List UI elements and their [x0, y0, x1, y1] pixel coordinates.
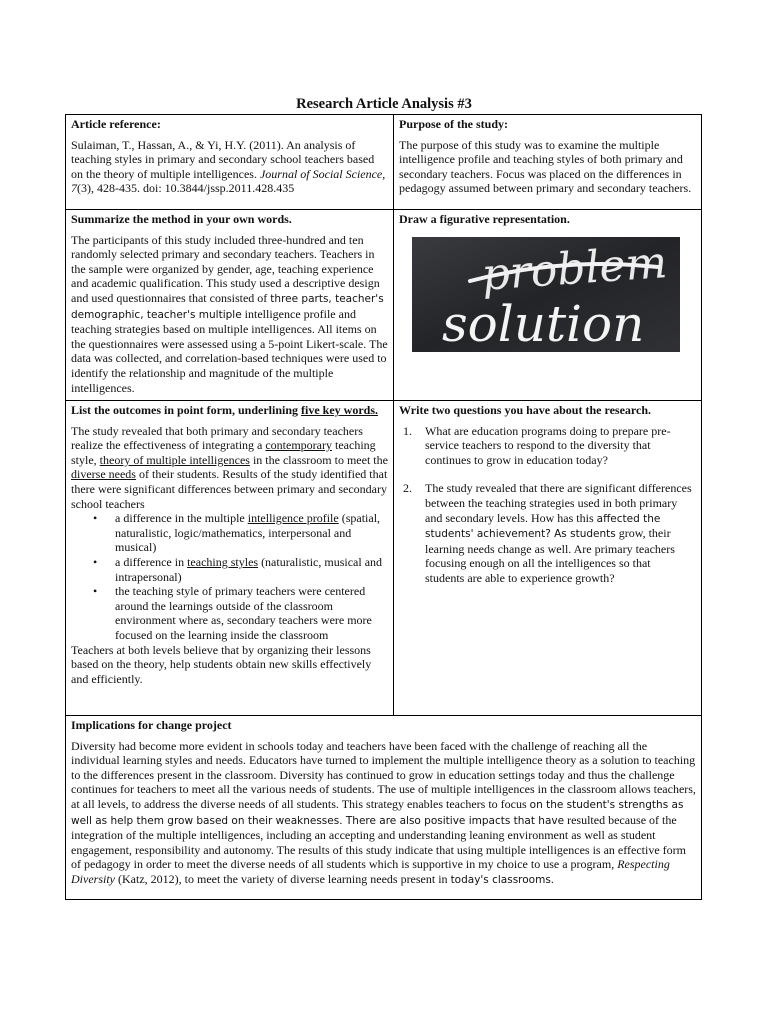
questions-heading: Write two questions you have about the research. — [399, 403, 651, 417]
bullet-text: a difference in — [115, 554, 185, 569]
program-name: Respecting Diversity — [71, 857, 670, 886]
crossed-word: problem — [479, 237, 669, 301]
implications-text-part: (Katz, 2012), to meet the variety of diverse learning needs present in — [118, 871, 448, 886]
analysis-table — [65, 114, 702, 900]
list-item — [115, 584, 388, 642]
outcomes-cell — [66, 401, 393, 715]
question-number: 2. — [403, 481, 412, 496]
implications-text — [71, 739, 696, 888]
implications-cell — [66, 716, 701, 900]
outcomes-heading-text: List the outcomes in point form, underlining — [71, 403, 299, 417]
method-text — [71, 233, 388, 396]
implications-heading: Implications for change project — [71, 718, 232, 732]
outcomes-text: of their students. Results of the study identified that there were significant differences between primary and secondary school teachers — [71, 467, 388, 511]
citation-volume: 7 — [71, 181, 77, 196]
purpose-heading: Purpose of the study: — [399, 117, 509, 131]
article-citation: Sulaiman, T., Hassan, A., & Yi, H.Y. (2011). An analysis of teaching styles in primary and secondary school teachers based on the theory of multiple intelligences. Journal of Social Science, 7(3), 428-435. doi: 10.3844/jssp.2011.428.435 — [71, 137, 386, 196]
article-reference-cell — [66, 115, 393, 209]
article-reference-heading: Article reference: — [71, 117, 161, 131]
citation-journal: Journal of Social Science — [259, 166, 383, 181]
citation-issue-pages: (3), 428-435. doi: 10.3844/jssp.2011.428.435 — [77, 181, 295, 196]
outcomes-text: The study revealed that both primary and secondary teachers realize the effectiveness of integrating a — [71, 423, 363, 453]
key-word: contemporary — [265, 438, 332, 453]
citation-authors: Sulaiman, T., Hassan, A., & Yi, H.Y. (2011). An analysis of teaching styles in primary and secondary school teachers based on the theory of multiple intelligences. — [71, 137, 375, 181]
bullet-text: a difference in the multiple — [115, 511, 245, 526]
list-item — [115, 511, 388, 555]
questions-list — [399, 424, 696, 586]
bullet-text: (spatial, naturalistic, logic/mathematics, interpersonal and musical) — [115, 511, 381, 555]
key-word: intelligence profile — [247, 511, 339, 526]
outcomes-text: in the classroom to meet the — [252, 452, 388, 467]
chalkboard-drawing — [412, 237, 680, 352]
bullet-text: the teaching style of primary teachers were centered around the learnings outside of the classroom environment where as, secondary teachers were more focused on the learning inside the classroom — [115, 584, 372, 642]
bullet-text: (naturalistic, musical and intrapersonal) — [115, 554, 383, 584]
method-text-part: three parts, teacher's demographic, teacher's multiple — [71, 292, 384, 321]
purpose-cell — [394, 115, 701, 209]
question-number: 1. — [403, 423, 412, 438]
method-text-part: The participants of this study included three-hundred and ten randomly selected primary and secondary teachers. Teachers in the sample were organized by gender, age, teaching experience and academic qualification. This study used a descriptive design and used questionnaires that consisted of — [71, 232, 380, 305]
implications-text-part: today's classrooms — [450, 873, 551, 886]
key-word: theory of multiple intelligences — [99, 452, 250, 467]
problem-solution-chalkboard-image — [412, 237, 680, 352]
question-text: grow, their learning needs change as well. Are primary teachers focusing enough on all the intelligences so that students are able to experience growth? — [425, 526, 675, 585]
page-title: Research Article Analysis #3 — [296, 96, 472, 112]
outcomes-heading-keywords: five key words. — [301, 403, 379, 417]
solution-word: solution — [442, 295, 645, 352]
question-text: affected the students' achievement? As students — [425, 512, 661, 541]
method-text-part: intelligence profile and teaching strategies based on multiple intelligences. All items on the questionnaires were assessed using a 5-point Likert-scale. The data was collected, and correlation-based techniques were used to identify the relationship and magnitude of the multiple intelligences. — [71, 306, 388, 395]
question-text: The study revealed that there are significant differences between the teaching strategies used in both primary and secondary levels. How has this — [425, 481, 692, 525]
outcomes-heading — [71, 403, 388, 418]
outcomes-closing: Teachers at both levels believe that by organizing their lessons based on the theory, help students obtain new skills effectively and efficiently. — [71, 642, 372, 686]
key-word: diverse needs — [71, 467, 136, 482]
outcomes-text: teaching style, — [71, 438, 376, 467]
list-item — [115, 555, 388, 584]
implications-text-part: Diversity had become more evident in schools today and teachers have been faced with the challenge of reaching all the individual learning styles and needs. Educators have turned to implement the multiple intelligence theory as a solution to teaching to the differences present in the classroom. Diversity has continued to grow in education settings today and thus the challenge continues for teachers to meet all the various needs of students. The use of multiple intelligences in the classroom allows teachers, at all levels, to address the diverse needs of all students. This strategy enables teachers to focus — [71, 738, 696, 811]
figure-heading: Draw a figurative representation. — [399, 212, 570, 226]
implications-text-part: on the student's strengths as well as help them grow based on their weaknesses. There are also positive impacts that have — [71, 798, 684, 827]
purpose-text: The purpose of this study was to examine the multiple intelligence profile and teaching styles of both primary and secondary teachers. Focus was placed on the differences in pedagogy assumed between primary and secondary teachers. — [399, 137, 692, 196]
figure-cell — [394, 210, 701, 400]
implications-text-part: resulted because of the integration of the multiple intelligences, including an accepting and understanding leaning environment as well as student engagement, responsibility and autonomy. The results of this study indicate that using multiple intelligences is an effective form of pedagogy in order to meet the diverse needs of all students which is supportive in my choice to use a program, — [71, 812, 686, 872]
outcomes-intro — [71, 424, 388, 512]
list-item — [403, 423, 696, 468]
questions-cell — [394, 401, 701, 715]
implications-text-part: . — [550, 871, 554, 886]
list-item — [403, 481, 696, 585]
key-word: teaching styles — [187, 554, 259, 569]
question-text: What are education programs doing to prepare pre-service teachers to respond to the diversity that continues to grow in education today? — [425, 423, 671, 467]
method-cell — [66, 210, 393, 400]
outcomes-list — [71, 511, 388, 642]
method-heading: Summarize the method in your own words. — [71, 212, 292, 226]
